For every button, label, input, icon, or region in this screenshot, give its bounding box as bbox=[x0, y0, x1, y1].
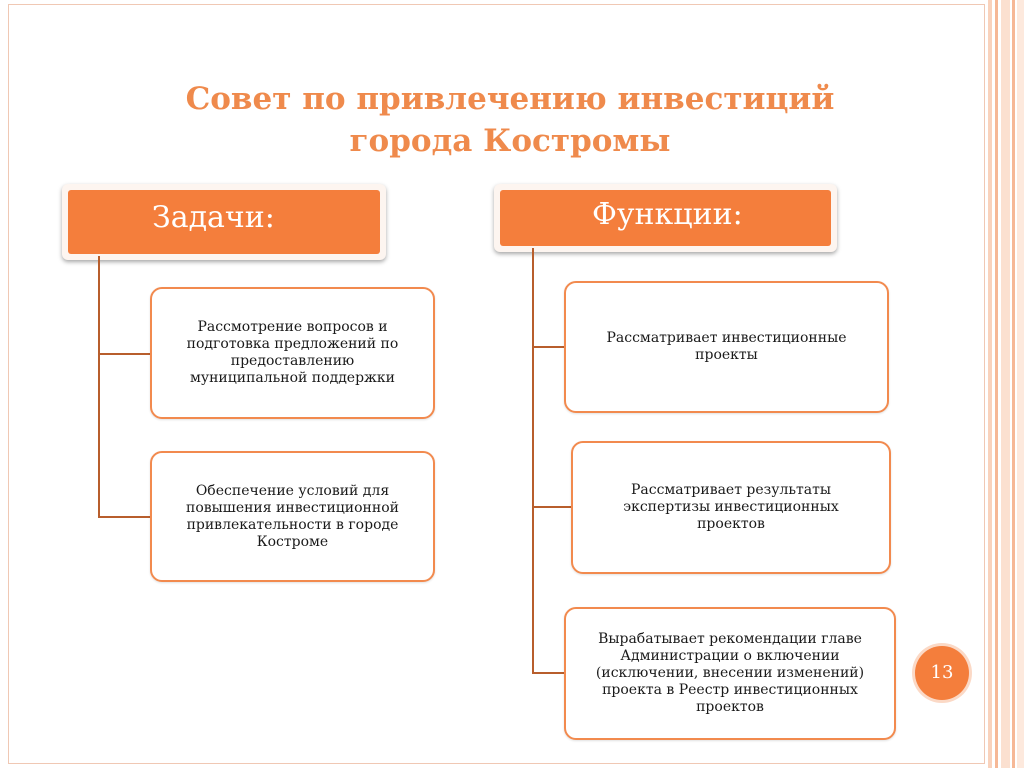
task-item-text: Обеспечение условий для повышения инвестиционной привлекательности в городе Костроме bbox=[186, 482, 399, 550]
decor-stripe bbox=[988, 0, 992, 768]
function-item-text: Рассматривает инвестиционные проекты bbox=[606, 330, 847, 363]
functions-header-label: Функции: bbox=[500, 190, 831, 246]
tasks-header-label: Задачи: bbox=[68, 190, 380, 254]
slide-title bbox=[120, 78, 900, 162]
task-item bbox=[150, 287, 435, 419]
functions-connector-branch bbox=[532, 672, 566, 674]
function-item bbox=[564, 281, 889, 413]
function-item bbox=[564, 607, 896, 740]
functions-connector-branch bbox=[532, 346, 566, 348]
tasks-connector-vertical bbox=[98, 256, 100, 518]
decor-stripe bbox=[995, 0, 998, 768]
task-item-text: Рассмотрение вопросов и подготовка предложений по предоставлению муниципальной поддержки bbox=[186, 319, 399, 386]
decor-stripe bbox=[1001, 0, 1010, 768]
page-number: 13 bbox=[915, 646, 969, 700]
title-line-2: города Костромы bbox=[349, 123, 671, 159]
tasks-header bbox=[62, 184, 386, 260]
decor-stripe bbox=[1017, 0, 1024, 768]
tasks-connector-branch bbox=[98, 516, 152, 518]
function-item-text: Вырабатывает рекомендации главе Администрации о включении (исключении, внесении изменений) проекта в Реестр инвестиционных проектов bbox=[595, 631, 865, 715]
functions-header bbox=[494, 184, 837, 252]
function-item-text: Рассматривает результаты экспертизы инвестиционных проектов bbox=[623, 482, 839, 532]
function-item bbox=[571, 441, 891, 574]
title-line-1: Совет по привлечению инвестиций bbox=[185, 81, 835, 117]
functions-connector-branch bbox=[532, 506, 573, 508]
functions-connector-vertical bbox=[532, 248, 534, 674]
task-item bbox=[150, 451, 435, 582]
tasks-connector-branch bbox=[98, 353, 152, 355]
decor-stripe bbox=[1012, 0, 1015, 768]
